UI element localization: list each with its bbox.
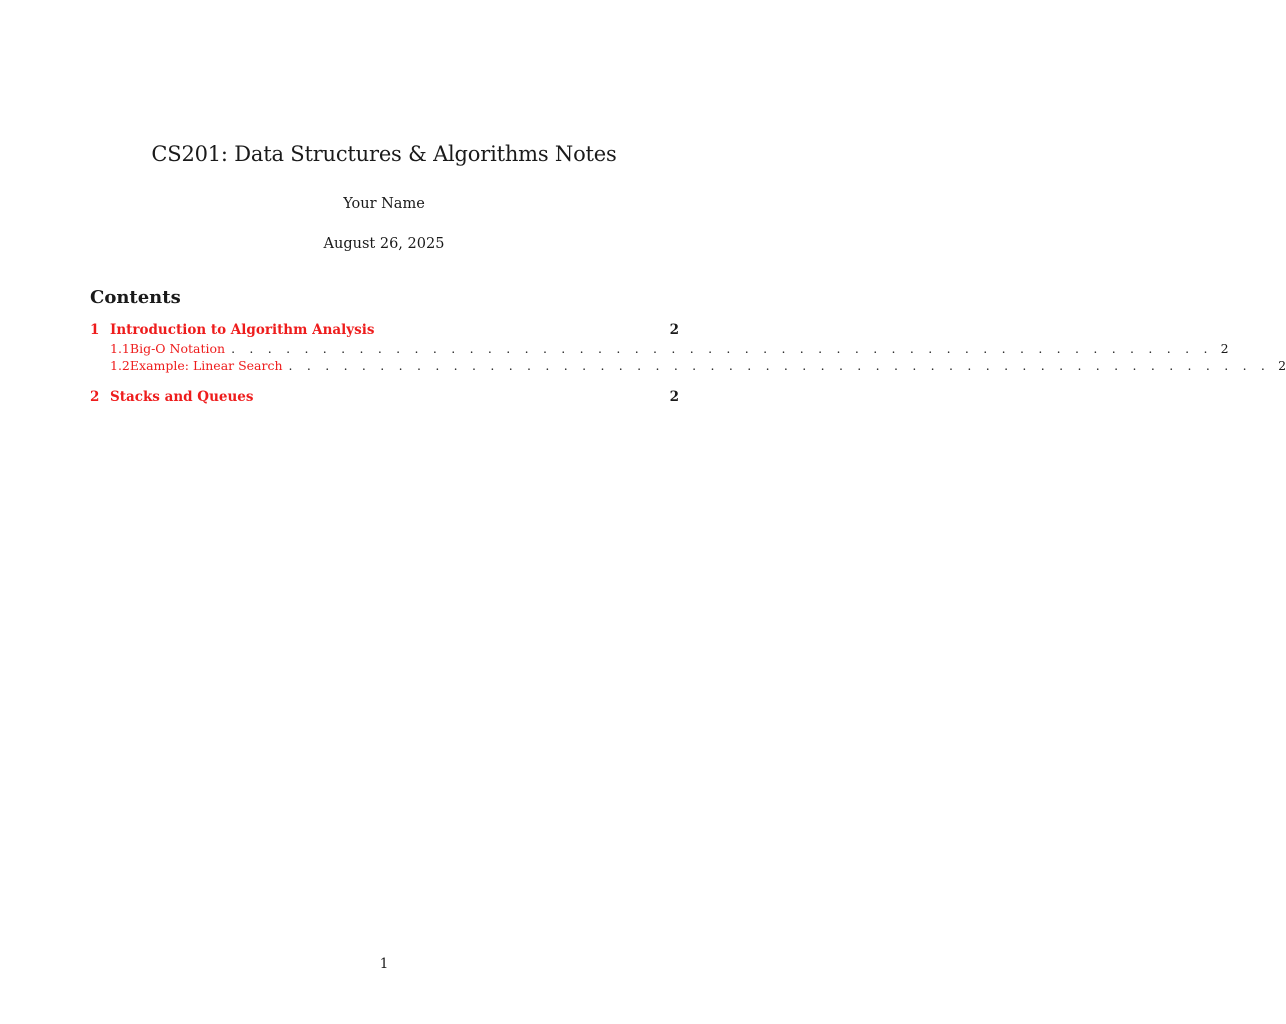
toc-entry-number: 2 <box>90 389 100 405</box>
toc-entry-subsection-1-1[interactable] <box>90 341 1229 356</box>
toc-entry-title: Introduction to Algorithm Analysis <box>110 322 375 338</box>
toc-entry-title: Big-O Notation <box>129 341 226 356</box>
toc-entry-page: 2 <box>669 322 679 338</box>
toc-entry-number: 1 <box>90 322 100 338</box>
page-number: 1 <box>379 956 389 972</box>
toc-entry-number: 1.2 <box>110 358 130 373</box>
toc-entry-page: 2 <box>1220 341 1229 356</box>
toc-dot-leader: . . . . . . . . . . . . . . . . . . . . . . . . . . . . . . . . . . . . . . . . . . . . . . . . . . . . . . <box>231 341 1213 356</box>
contents-heading: Contents <box>90 287 181 308</box>
toc-entry-number: 1.1 <box>110 341 130 356</box>
toc-dot-leader: . . . . . . . . . . . . . . . . . . . . . . . . . . . . . . . . . . . . . . . . . . . . . . . . . . . . . . <box>288 358 1271 373</box>
toc-entry-subsection-1-2[interactable] <box>90 358 1286 373</box>
toc-entry-section-1[interactable] <box>90 322 679 338</box>
toc-entry-section-2[interactable] <box>90 389 679 405</box>
document-author: Your Name <box>343 196 425 212</box>
toc-entry-page: 2 <box>669 389 679 405</box>
toc-entry-title: Example: Linear Search <box>129 358 283 373</box>
document-date: August 26, 2025 <box>323 236 445 252</box>
toc-entry-page: 2 <box>1278 358 1286 373</box>
document-title: CS201: Data Structures & Algorithms Notes <box>151 142 617 166</box>
toc-entry-title: Stacks and Queues <box>110 389 254 405</box>
